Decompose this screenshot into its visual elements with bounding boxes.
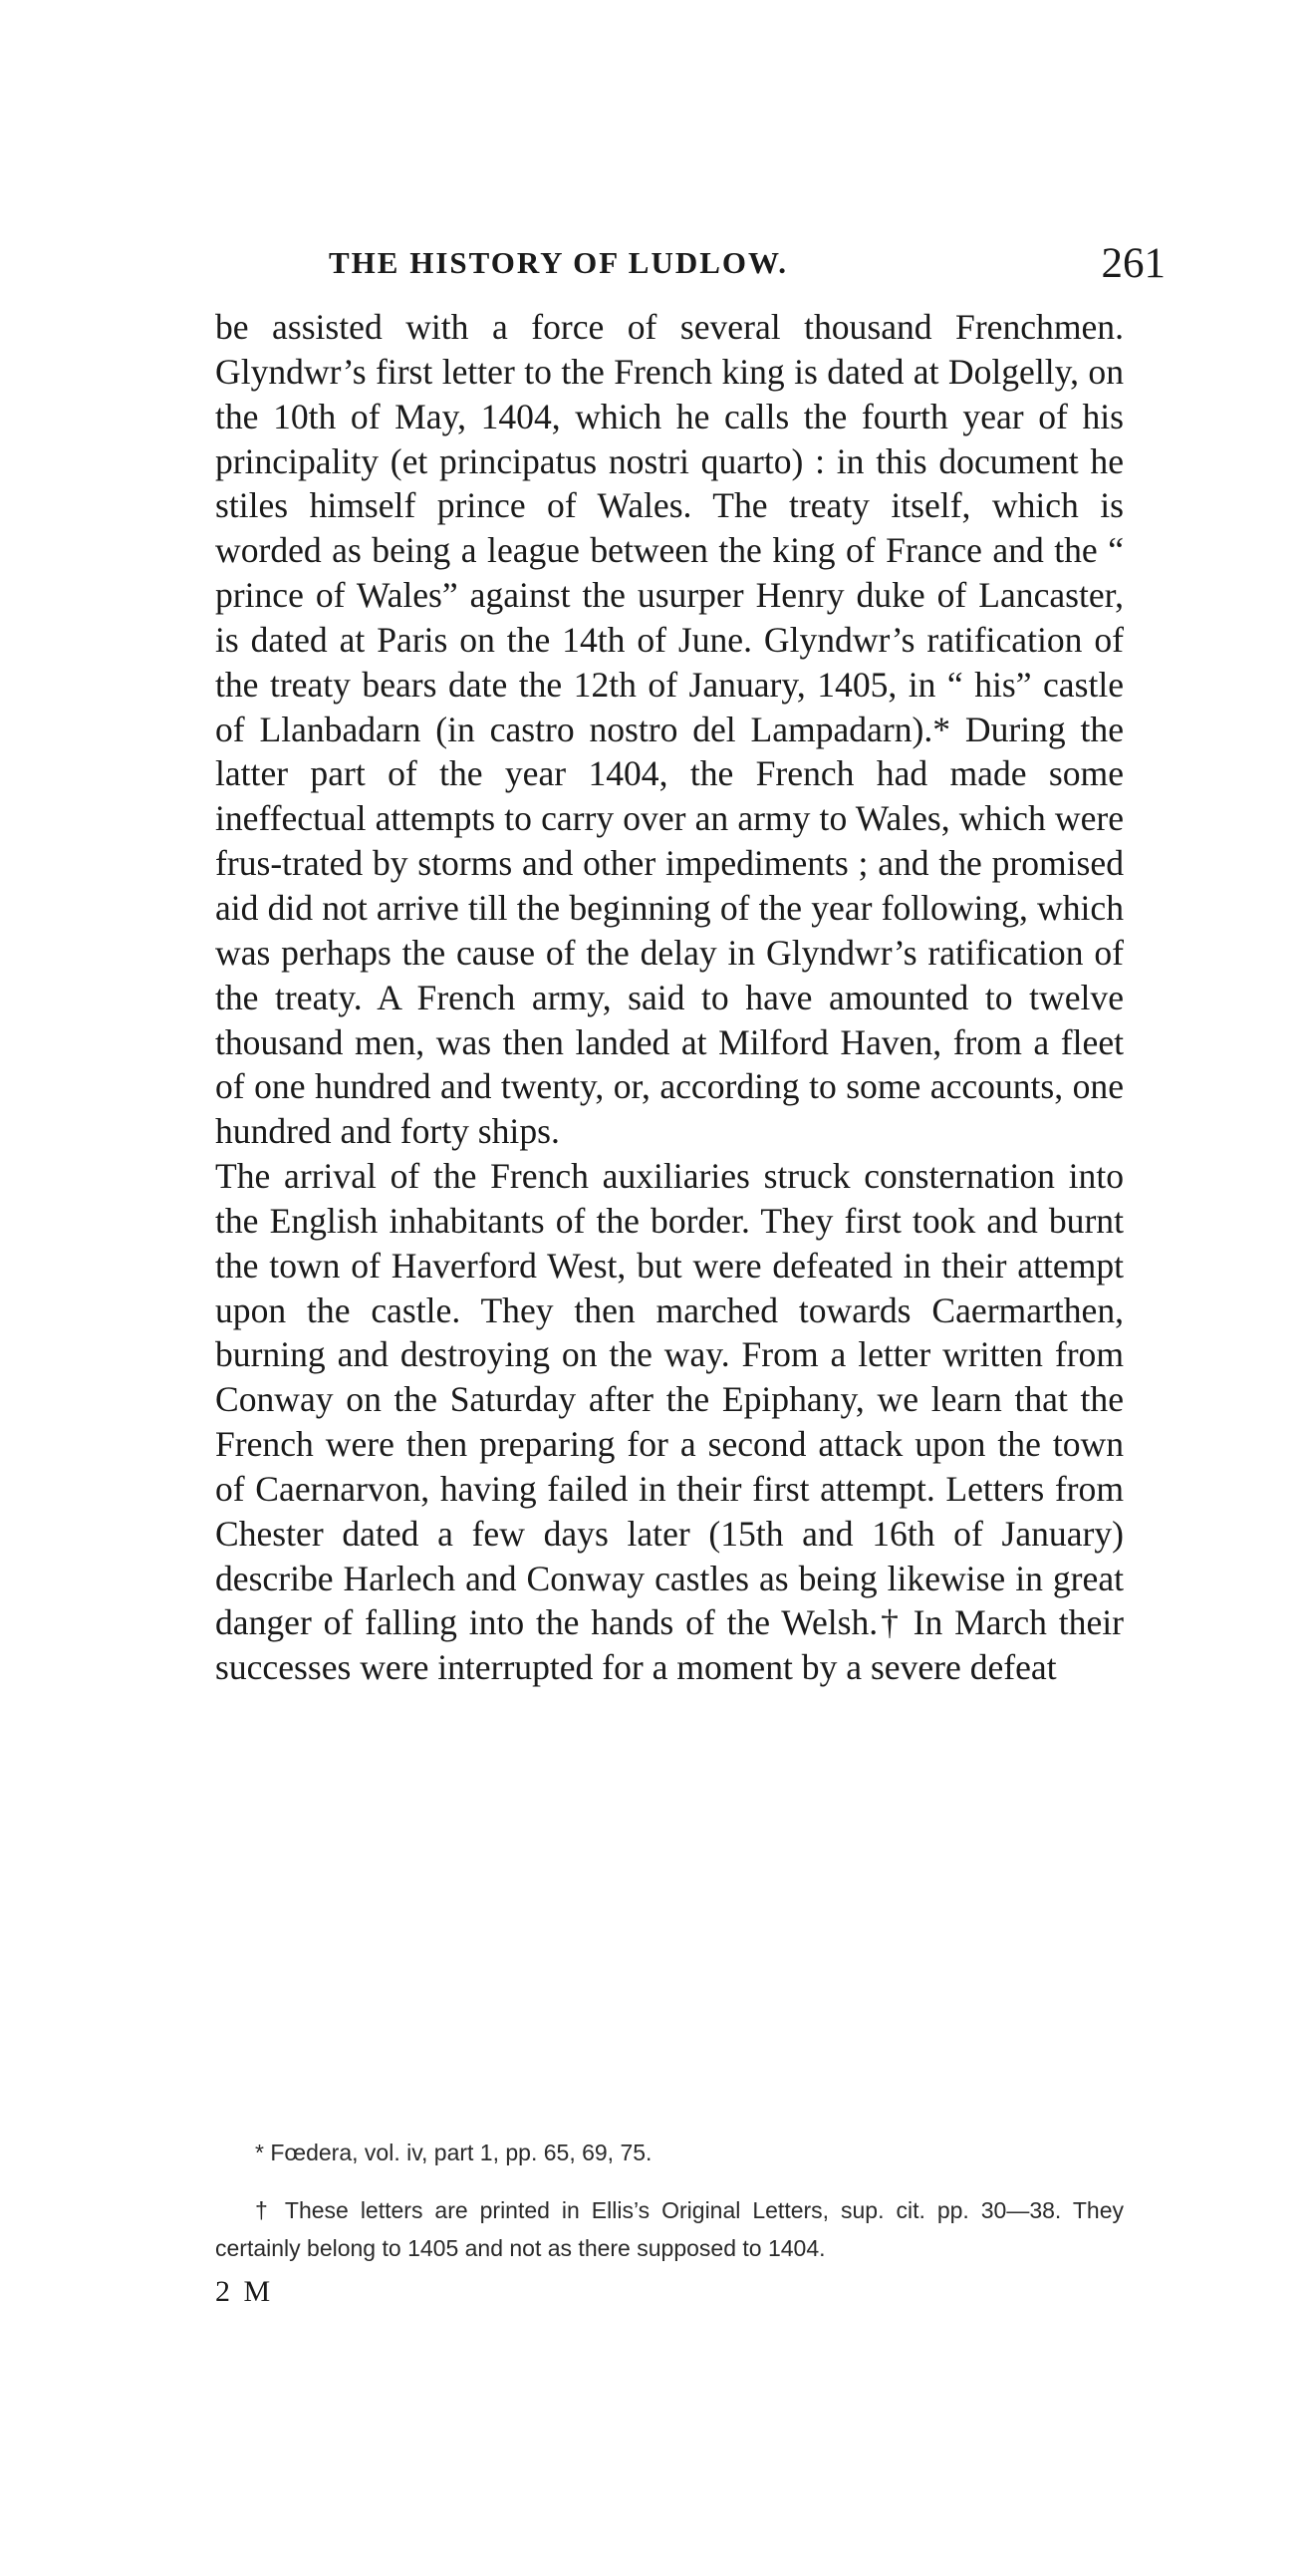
footnote-2: † These letters are printed in Ellis’s Original Letters, sup. cit. pp. 30—38. They certainly belong to 1405 and not as there supposed to 1404. [215, 2197, 1124, 2261]
signature-mark: 2 M [215, 2275, 274, 2308]
paragraph-1: be assisted with a force of several thousand Frenchmen. Glyndwr’s first letter to the French king is dated at Dolgelly, on the 10th of May, 1404, which he calls the fourth year of his principality (et principatus nostri quarto) : in this document he stiles himself prince of Wales. The treaty itself, which is worded as being a league between the king of France and the “ prince of Wales” against the usurper Henry duke of Lancaster, is dated at Paris on the 14th of June. Glyndwr’s ratification of the treaty bears date the 12th of January, 1405, in “ his” castle of Llanbadarn (in castro nostro del Lampadarn).* During the latter part of the year 1404, the French had made some ineffectual attempts to carry over an army to Wales, which were frus-trated by storms and other impediments ; and the promised aid did not arrive till the beginning of the year following, which was perhaps the cause of the delay in Glyndwr’s ratification of the treaty. A French army, said to have amounted to twelve thousand men, was then landed at Milford Haven, from a fleet of one hundred and twenty, or, according to some accounts, one hundred and forty ships. [215, 307, 1124, 1152]
running-title: THE HISTORY OF LUDLOW. [329, 245, 788, 280]
footnote-1: * Fœdera, vol. iv, part 1, pp. 65, 69, 75. [255, 2140, 653, 2165]
footnotes [215, 2134, 1124, 2267]
running-head [329, 240, 1166, 287]
page-number: 261 [1101, 240, 1166, 287]
paragraph-2: The arrival of the French auxiliaries struck consternation into the English inhabitants of the border. They first took and burnt the town of Haverford West, but were defeated in their attempt upon the castle. They then marched towards Caermarthen, burning and destroying on the way. From a letter written from Conway on the Saturday after the Epiphany, we learn that the French were then preparing for a second attack upon the town of Caernarvon, having failed in their first attempt. Letters from Chester dated a few days later (15th and 16th of January) describe Harlech and Conway castles as being likewise in great danger of falling into the hands of the Welsh.† In March their successes were interrupted for a moment by a severe defeat [215, 1156, 1124, 1688]
main-text [215, 305, 1124, 1690]
